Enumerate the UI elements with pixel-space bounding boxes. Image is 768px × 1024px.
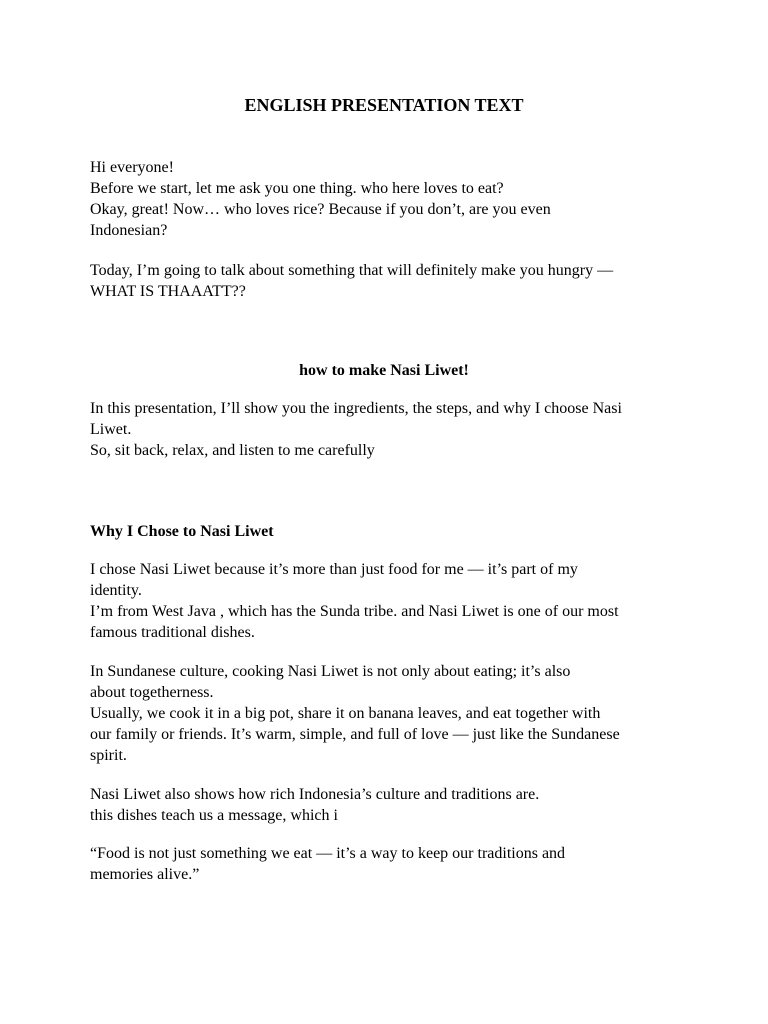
- why-p3-line: Nasi Liwet also shows how rich Indonesia’s culture and traditions are.: [90, 786, 540, 803]
- why-p1-line: identity.: [90, 582, 142, 599]
- why-p1-line: I chose Nasi Liwet because it’s more than just food for me — it’s part of my: [90, 561, 578, 578]
- why-p2-line: In Sundanese culture, cooking Nasi Liwet is not only about eating; it’s also: [90, 663, 571, 680]
- why-paragraph-1: [90, 559, 690, 643]
- overview-paragraph: [90, 398, 690, 461]
- why-p3-line: this dishes teach us a message, which i: [90, 807, 338, 824]
- why-p2-line: spirit.: [90, 747, 127, 764]
- today-line: Today, I’m going to talk about something that will definitely make you hungry —: [90, 262, 614, 279]
- intro-line: Before we start, let me ask you one thing. who here loves to eat?: [90, 180, 504, 197]
- overview-line: So, sit back, relax, and listen to me carefully: [90, 442, 375, 459]
- today-line: WHAT IS THAAATT??: [90, 283, 246, 300]
- why-p2-line: Usually, we cook it in a big pot, share it on banana leaves, and eat together with: [90, 705, 601, 722]
- intro-paragraph: [90, 157, 690, 241]
- quote-line: “Food is not just something we eat — it’s a way to keep our traditions and: [90, 845, 566, 862]
- intro-line: Hi everyone!: [90, 159, 174, 176]
- today-paragraph: [90, 260, 690, 302]
- overview-line: Liwet.: [90, 421, 132, 438]
- intro-line: Okay, great! Now… who loves rice? Because if you don’t, are you even: [90, 201, 551, 218]
- quote-paragraph: [90, 843, 690, 885]
- subheading: how to make Nasi Liwet!: [299, 362, 469, 379]
- intro-line: Indonesian?: [90, 222, 168, 239]
- why-p2-line: about togetherness.: [90, 684, 214, 701]
- quote-line: memories alive.”: [90, 866, 200, 883]
- why-heading: Why I Chose to Nasi Liwet: [90, 523, 274, 540]
- document-title: ENGLISH PRESENTATION TEXT: [244, 95, 524, 115]
- why-paragraph-3: [90, 784, 690, 826]
- why-p2-line: our family or friends. It’s warm, simple, and full of love — just like the Sundanese: [90, 726, 620, 743]
- why-p1-line: famous traditional dishes.: [90, 624, 255, 641]
- why-paragraph-2: [90, 661, 690, 766]
- overview-line: In this presentation, I’ll show you the ingredients, the steps, and why I choose Nasi: [90, 400, 622, 417]
- why-p1-line: I’m from West Java , which has the Sunda tribe. and Nasi Liwet is one of our most: [90, 603, 619, 620]
